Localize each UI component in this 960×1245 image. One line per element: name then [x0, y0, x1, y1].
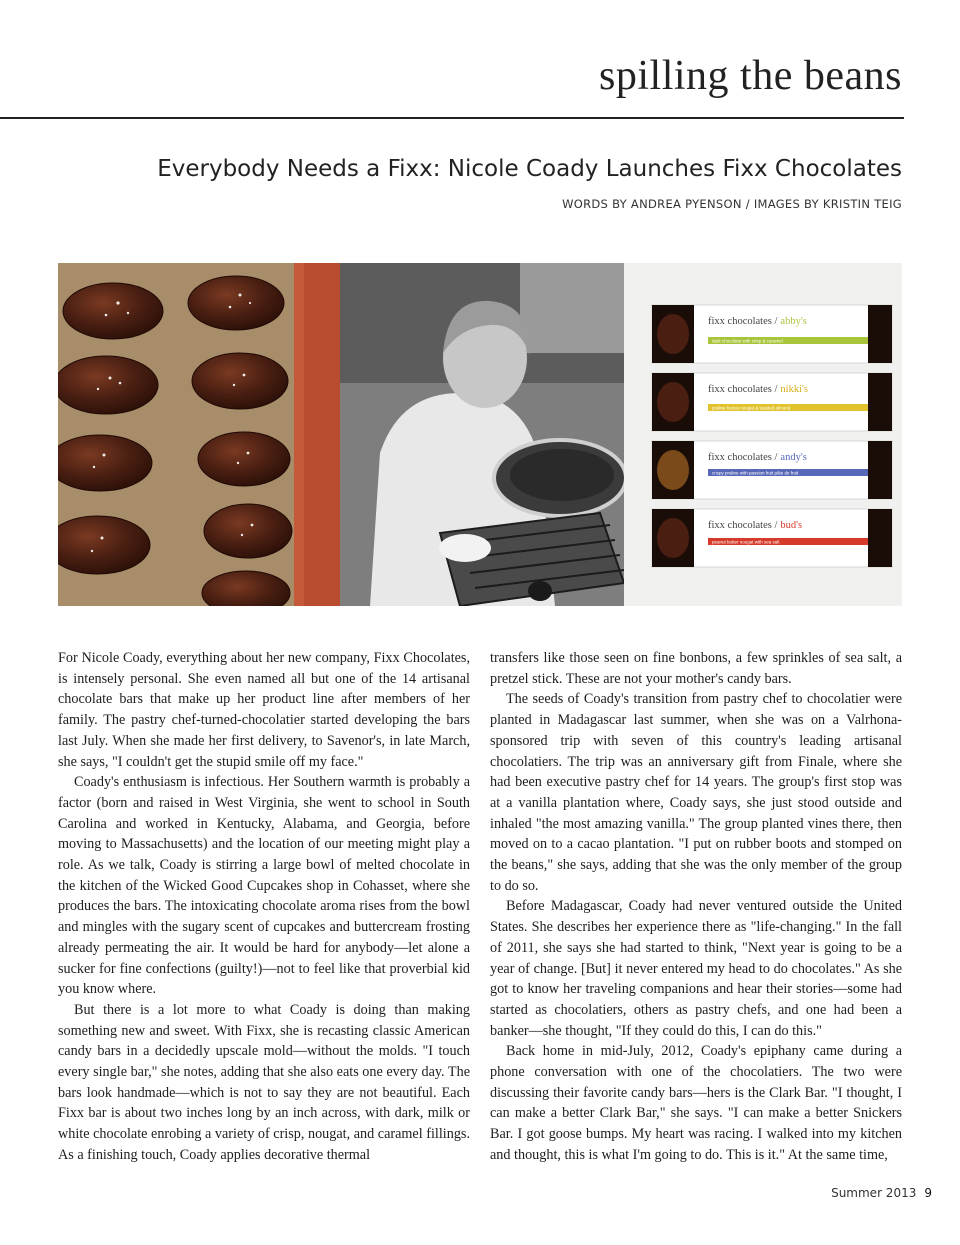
package-4-desc: peanut butter nougat with sea salt: [712, 539, 780, 545]
issue-label: Summer 2013: [831, 1186, 917, 1200]
product-packages-image: [624, 263, 902, 606]
svg-text:fixx chocolates /nikki's: [708, 384, 808, 395]
chef-image: [340, 263, 624, 606]
package-3-desc: crispy praline with passion fruit pâte de fruit: [712, 470, 799, 476]
package-3-brand: fixx chocolates /: [708, 452, 778, 463]
paragraph: For Nicole Coady, everything about her new company, Fixx Chocolates, is intensely personal. She even named all but one of the 14 artisanal chocolate bars that make up her product line after members of her family. The pastry chef-turned-chocolatier started developing the bars last July. When she made her first delivery, to Savenor's, in late March, she says, "I couldn't get the stupid smile off my face.": [58, 650, 470, 770]
header-rule: [0, 117, 904, 119]
package-2-desc: praline honey nougat & toasted almond: [712, 405, 791, 411]
package-4: [652, 509, 892, 567]
package-2-name: nikki's: [780, 384, 808, 395]
package-1-brand: fixx chocolates /: [708, 316, 778, 327]
photo-chocolate-bars: [58, 263, 340, 606]
svg-text:fixx chocolates /bud's: [708, 520, 802, 531]
package-1-name: abby's: [780, 316, 807, 327]
package-1: [652, 305, 892, 363]
column-left: [58, 648, 470, 1166]
package-2-brand: fixx chocolates /: [708, 384, 778, 395]
package-1-desc: dark chocolate with crisp & caramel: [712, 338, 783, 344]
paragraph: transfers like those seen on fine bonbons, a few sprinkles of sea salt, a pretzel stick. These are not your mother's candy bars.: [490, 650, 902, 687]
article-headline: Everybody Needs a Fixx: Nicole Coady Launches Fixx Chocolates: [157, 156, 902, 182]
page-footer: [831, 1186, 932, 1200]
paragraph: Before Madagascar, Coady had never ventured outside the United States. She describes her experience there as "life-changing." In the fall of 2011, she says she had started to think, "Next year is going to be a year of change. [But] it never entered my head to do chocolates." As she got to know her traveling companions and hear their stories—some had started as chocolatiers, others as pastry chefs, and one had been a banker—she thought, "If they could do this, I can do this.": [490, 898, 902, 1039]
svg-text:fixx chocolates /abby's: [708, 316, 807, 327]
photo-packages: [624, 263, 902, 606]
package-4-brand: fixx chocolates /: [708, 520, 778, 531]
chocolate-bars-image: [58, 263, 340, 606]
package-2: [652, 373, 892, 431]
section-title: spilling the beans: [599, 53, 902, 99]
article-byline: WORDS BY ANDREA PYENSON / IMAGES BY KRISTIN TEIG: [562, 197, 902, 211]
page-number: 9: [924, 1186, 932, 1200]
column-right: [490, 648, 902, 1166]
package-4-name: bud's: [780, 520, 803, 531]
package-3-name: andy's: [780, 452, 807, 463]
paragraph: The seeds of Coady's transition from pastry chef to chocolatier were planted in Madagascar last summer, when she was on a Valrhona-sponsored trip with seven of this country's leading artisanal chocolatiers. The trip was an anniversary gift from Finale, where she had been executive pastry chef for 14 years. The group's first stop was at a vanilla plantation where, Coady says, she just stood outside and inhaled "the most amazing vanilla." The group planted vines there, then moved on to a cacao plantation. "I put on rubber boots and stomped on the beans," she says, adding that she was the only member of the group to do so.: [490, 691, 902, 894]
article-body: [58, 648, 902, 1166]
photo-strip: [58, 263, 902, 606]
svg-text:fixx chocolates /andy's: [708, 452, 807, 463]
paragraph: Back home in mid-July, 2012, Coady's epiphany came during a phone conversation with one of the chocolatiers. The two were discussing their favorite candy bars—hers is the Clark Bar. "I thought, I can make a better Clark Bar," she says. "I can make a better Snickers Bar. I got goose bumps. My heart was racing. I walked into my kitchen and thought, this is what I'm going to do. This is it." At the same time,: [490, 1043, 902, 1163]
photo-chef: [340, 263, 624, 606]
paragraph: Coady's enthusiasm is infectious. Her Southern warmth is probably a factor (born and raised in West Virginia, she went to school in South Carolina and worked in Kentucky, Alabama, and Georgia, before moving to Massachusetts) and the location of our meeting might play a role. As we talk, Coady is stirring a large bowl of melted chocolate in the kitchen of the Wicked Good Cupcakes shop in Cohasset, where she produces the bars. The intoxicating chocolate aroma rises from the bowl and mingles with the sugary scent of cupcakes and buttercream frosting already permeating the air. It would be hard for anybody—let alone a sucker for fine confections (guilty!)—not to feel like that proverbial kid you know where.: [58, 774, 470, 998]
paragraph: But there is a lot more to what Coady is doing than making something new and sweet. With Fixx, she is recasting classic American candy bars in a decidedly upscale mold—without the molds. "I touch every single bar," she notes, adding that she also eats one every day. The bars look handmade—which is not to say they are not beautiful. Each Fixx bar is about two inches long by an inch across, with dark, milk or white chocolate enrobing a variety of crisp, nougat, and caramel fillings. As a finishing touch, Coady applies decorative thermal: [58, 1001, 470, 1163]
